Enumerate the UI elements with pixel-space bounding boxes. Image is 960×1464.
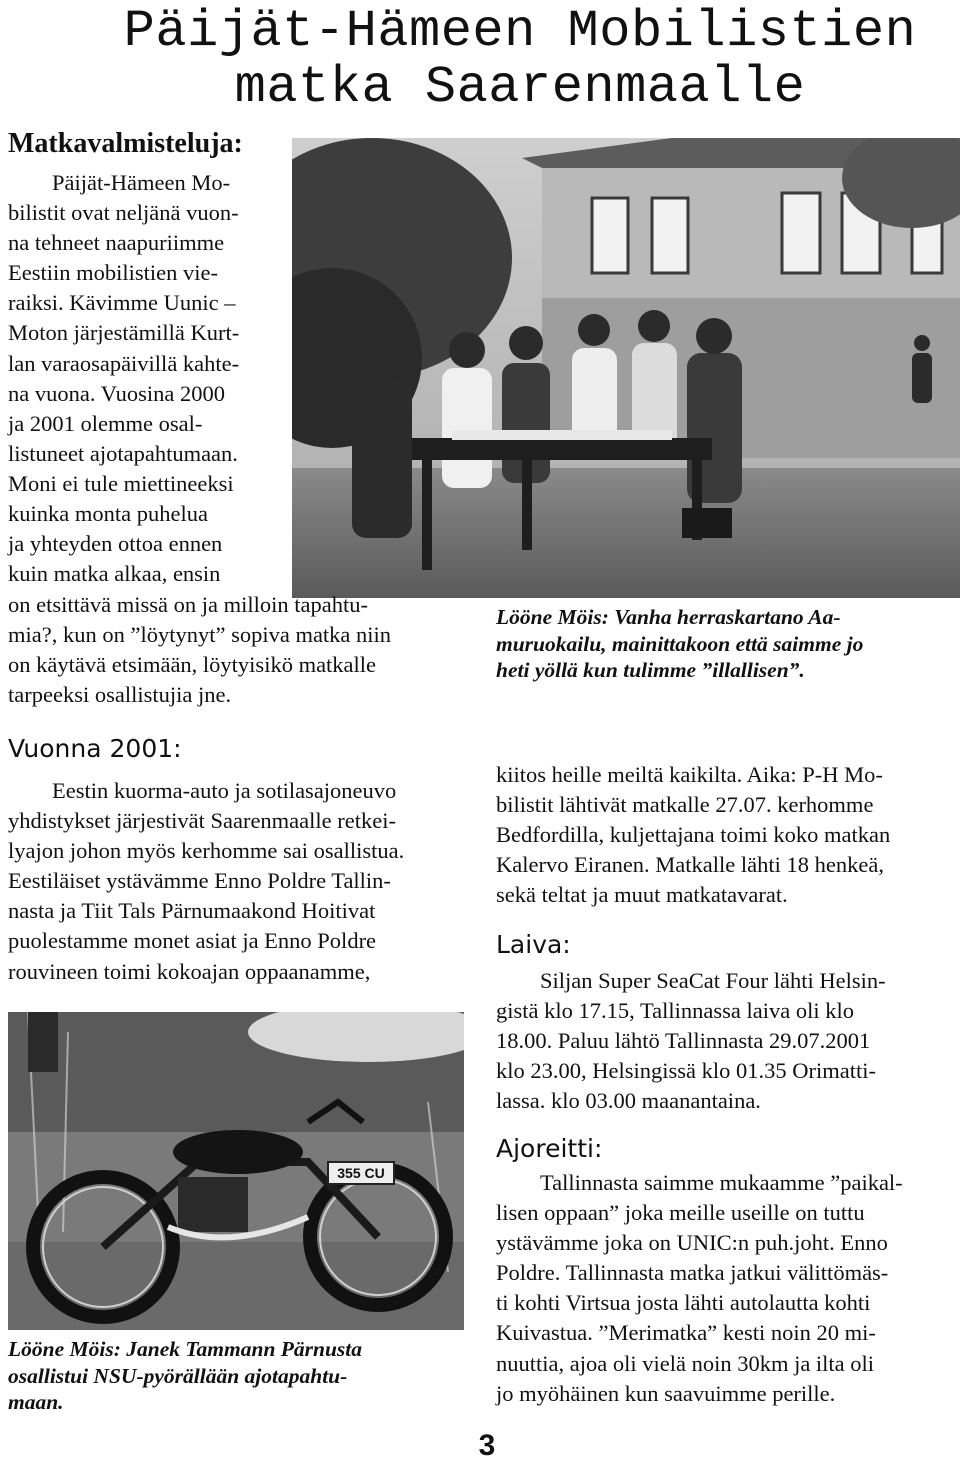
text-line: Eestiläiset ystävämme Enno Poldre Tallin- xyxy=(8,868,391,894)
manor-caption xyxy=(496,604,956,684)
year-2001-text xyxy=(8,776,466,987)
text-line: kiitos heille meiltä kaikilta. Aika: P-H Mo- xyxy=(496,762,883,787)
caption-line: osallistui NSU-pyörällään ajotapahtu- xyxy=(8,1363,348,1388)
text-line: lisen oppaan” joka meille useille on tuttu xyxy=(496,1200,865,1226)
text-line: Kalervo Eiranen. Matkalle lähti 18 henkeä, xyxy=(496,852,884,878)
text-line: lyajon johon myös kerhomme sai osallistua. xyxy=(8,838,405,864)
heading-route: Ajoreitti: xyxy=(496,1134,603,1163)
text-line: Eestiin mobilistien vie- xyxy=(8,260,218,286)
text-line: rouvineen toimi kokoajan oppaanamme, xyxy=(8,958,371,984)
text-line: Kuivastua. ”Merimatka” kesti noin 20 mi- xyxy=(496,1320,876,1346)
text-line: tarpeeksi osallistujia jne. xyxy=(8,682,232,708)
caption-line: Lööne Möis: Janek Tammann Pärnusta xyxy=(8,1337,363,1361)
text-line: jo myöhäinen kun saavuimme perille. xyxy=(496,1380,836,1406)
text-line: Moni ei tule miettineeksi xyxy=(8,470,234,496)
text-line: on etsittävä missä on ja milloin tapahtu- xyxy=(8,592,368,617)
text-line: 18.00. Paluu lähtö Tallinnasta 29.07.2001 xyxy=(496,1028,871,1054)
text-line: na tehneet naapuriimme xyxy=(8,230,225,256)
page-title-line-1: Päijät-Hämeen Mobilistien xyxy=(123,2,917,61)
text-line: Bedfordilla, kuljettajana toimi koko matkan xyxy=(496,822,891,848)
text-line: puolestamme monet asiat ja Enno Poldre xyxy=(8,928,377,954)
text-line: gistä klo 17.15, Tallinnassa laiva oli klo xyxy=(496,998,854,1024)
text-line: listuneet ajotapahtumaan. xyxy=(8,440,238,466)
text-line: bilistit lähtivät matkalle 27.07. kerhomme xyxy=(496,792,874,818)
heading-year-2001: Vuonna 2001: xyxy=(8,734,182,763)
preparations-text-wide xyxy=(8,590,466,710)
caption-line: maan. xyxy=(8,1390,64,1414)
text-line: sekä teltat ja muut matkatavarat. xyxy=(496,882,788,908)
caption-line: heti yöllä kun tulimme ”illallisen”. xyxy=(496,658,805,682)
text-line: nasta ja Tiit Tals Pärnumaakond Hoitivat xyxy=(8,898,376,924)
page-number: 3 xyxy=(478,1429,496,1462)
route-text xyxy=(496,1168,956,1409)
text-line: lan varaosapäivillä kahte- xyxy=(8,350,240,376)
text-line: kuinka monta puhelua xyxy=(8,501,208,527)
preparations-text-narrow xyxy=(8,168,280,589)
motorcycle-photo xyxy=(8,1012,464,1330)
text-line: Poldre. Tallinnasta matka jatkui välittömäs- xyxy=(496,1260,889,1286)
text-line: mia?, kun on ”löytynyt” sopiva matka niin xyxy=(8,622,392,648)
text-line: ja 2001 olemme osal- xyxy=(8,410,203,436)
caption-line: Lööne Möis: Vanha herraskartano Aa- xyxy=(496,605,841,629)
text-line: yhdistykset järjestivät Saarenmaalle retkei- xyxy=(8,808,396,834)
text-line: ja yhteyden ottoa ennen xyxy=(8,531,223,557)
text-line: lassa. klo 03.00 maanantaina. xyxy=(496,1088,761,1114)
license-plate: 355 CU xyxy=(337,1165,385,1181)
text-line: klo 23.00, Helsingissä klo 01.35 Orimatti- xyxy=(496,1058,876,1084)
text-line: bilistit ovat neljänä vuon- xyxy=(8,200,239,226)
text-line: kuin matka alkaa, ensin xyxy=(8,561,221,587)
text-line: ti kohti Virtsua josta lähti autolautta kohti xyxy=(496,1290,871,1316)
ship-text xyxy=(496,966,956,1116)
text-line: Siljan Super SeaCat Four lähti Helsin- xyxy=(540,968,886,993)
text-line: Moton järjestämillä Kurt- xyxy=(8,320,240,346)
manor-dinner-illustration xyxy=(292,138,960,598)
caption-line: muruokailu, mainittakoon että saimme jo xyxy=(496,631,864,656)
page-title-line-2: matka Saarenmaalle xyxy=(234,58,806,117)
continuation-text xyxy=(496,760,956,910)
text-line: nuuttia, ajoa oli vielä noin 30km ja ilta oli xyxy=(496,1350,875,1376)
text-line: raiksi. Kävimme Uunic – xyxy=(8,290,236,316)
heading-preparations: Matkavalmisteluja: xyxy=(8,128,243,159)
text-line: na vuona. Vuosina 2000 xyxy=(8,380,225,406)
heading-ship: Laiva: xyxy=(496,930,571,959)
motorcycle-caption xyxy=(8,1336,464,1416)
text-line: Päijät-Hämeen Mo- xyxy=(52,170,231,195)
text-line: Tallinnasta saimme mukaamme ”paikal- xyxy=(540,1170,903,1195)
text-line: Eestin kuorma-auto ja sotilasajoneuvo xyxy=(52,778,397,803)
motorcycle-illustration xyxy=(8,1012,464,1330)
manor-dinner-photo xyxy=(292,138,960,598)
text-line: ystävämme joka on UNIC:n puh.joht. Enno xyxy=(496,1230,888,1256)
text-line: on käytävä etsimään, löytyisikö matkalle xyxy=(8,652,377,678)
